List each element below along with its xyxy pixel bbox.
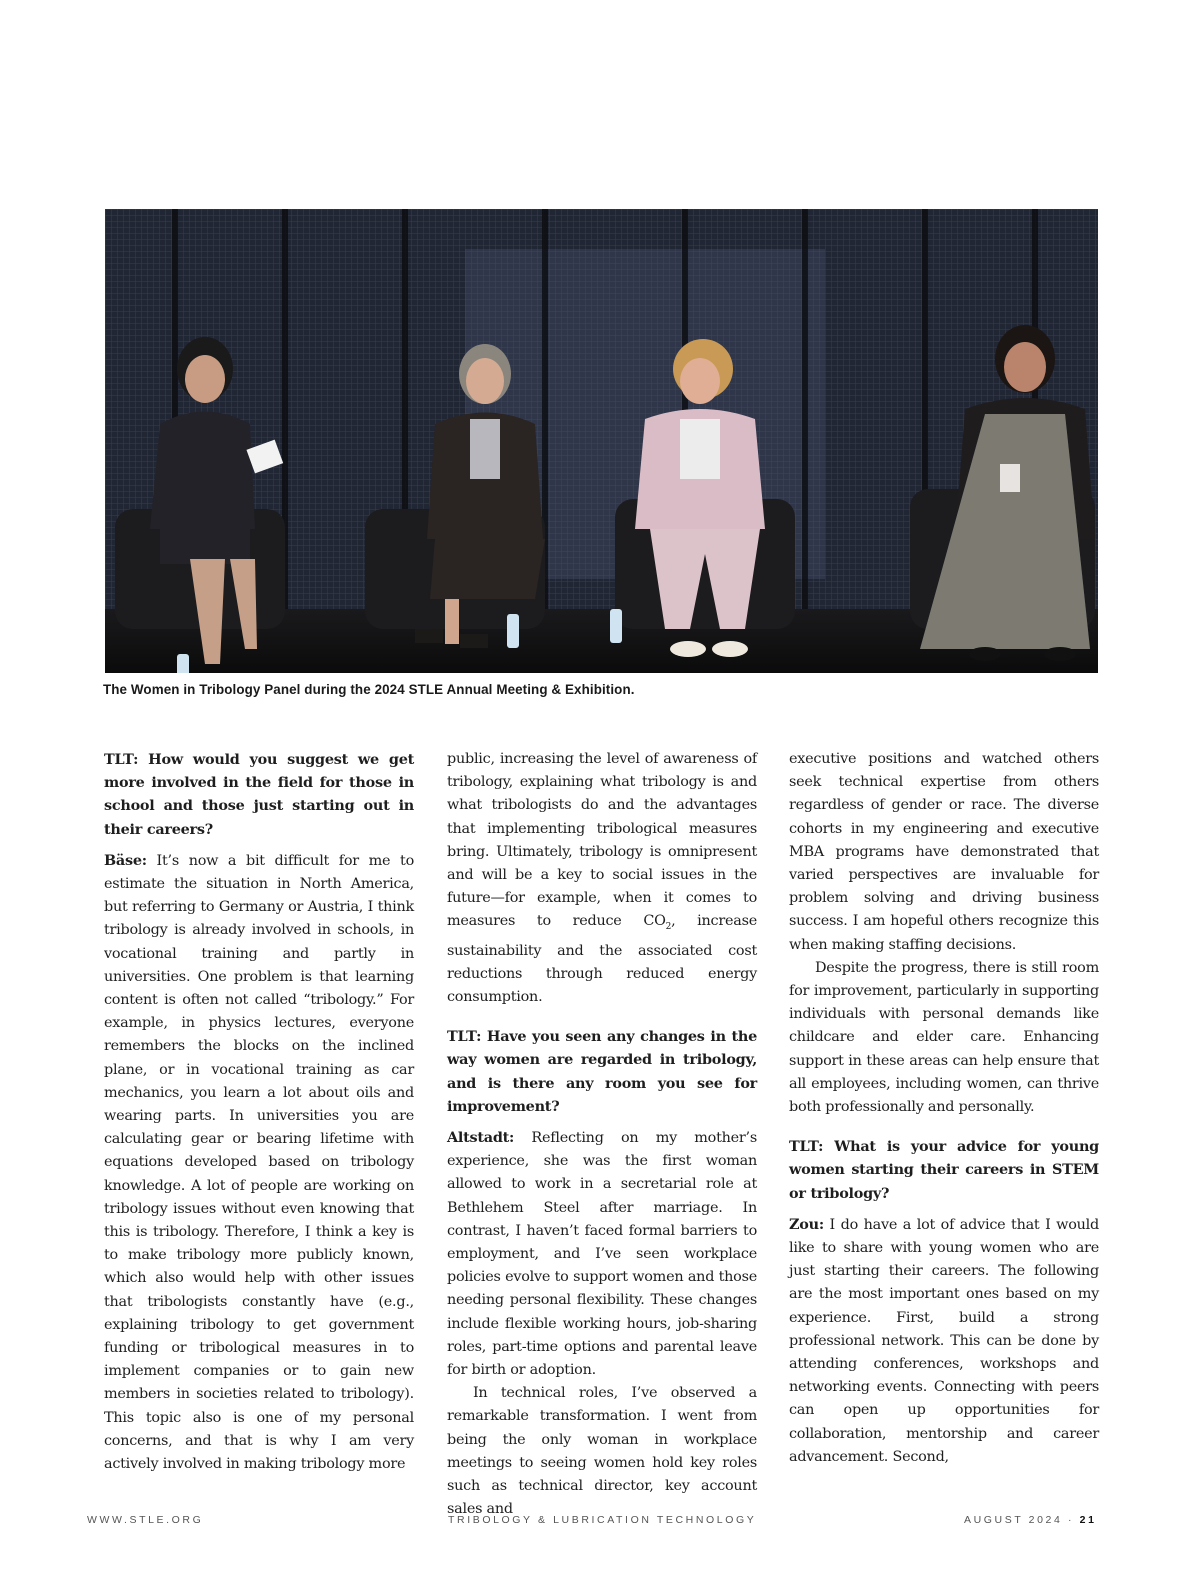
- answer-2-paragraph-3: Despite the progress, there is still room for improvement, particularly in supporting individuals with personal demands like childcare and elder care. Enhancing support in these areas can help ensure that all employees, including women, can thrive both professionally and personally.: [789, 959, 1099, 1116]
- footer-issue-date: AUGUST 2024: [964, 1514, 1063, 1526]
- article-column-1: [104, 748, 414, 1476]
- article-column-3: [789, 748, 1099, 1469]
- answer-text: public, increasing the level of awareness of tribology, explaining what tribology is and what tribologists do and the advantages that implementing tribological measures bring. Ultimately, tribology is omnipresent and will be a key to social issues in the future—for example, when it comes to measures to reduce CO: [447, 751, 757, 930]
- panel-photo: [105, 209, 1098, 673]
- answer-2-continued: executive positions and watched others seek technical expertise from others regardless of gender or race. The diverse cohorts in my engineering and executive MBA programs have demonstrated that varied perspectives are invaluable for problem solving and driving business success. I am hopeful others recognize this when making staffing decisions.: [789, 751, 1099, 953]
- subscript: 2: [665, 922, 672, 933]
- answer-3: [789, 1213, 1099, 1469]
- answer-1: [104, 849, 414, 1476]
- question-label: TLT:: [789, 1138, 824, 1156]
- answer-text: I do have a lot of advice that I would like to share with young women who are just starting their careers. The following are the most important ones based on my experience. First, build a strong professional network. This can be done by attending conferences, workshops and networking events. Connecting with peers can open up opportunities for collaboration, mentorship and career advancement. Second,: [789, 1216, 1099, 1465]
- answer-2: [447, 1126, 757, 1382]
- answer-text: It’s now a bit difficult for me to estimate the situation in North America, but referring to Germany or Austria, I think tribology is already involved in schools, in vocational training and partly in universities. One problem is that learning content is often not called “tribology.” For example, in physics lectures, everyone remembers the blocks on the inclined plane, or in vocational training as car mechanics, you learn a lot about oils and wearing parts. In universities you are calculating gear or bearing lifetime with equations developed based on tribology knowledge. A lot of people are working on tribology issues without even knowing that this is tribology. Therefore, I think a key is to make tribology more publicly known, which also would help with other issues that tribologists constantly have (e.g., explaining tribology to get government funding or tribological measures in to implement companies or to gain new members in societies related to tribology). This topic also is one of my personal concerns, and that is why I am very actively involved in making tribology more: [104, 852, 414, 1473]
- answer-text: Reflecting on my mother’s experience, she was the first woman allowed to work in a secretarial role at Bethlehem Steel after marriage. In contrast, I haven’t faced formal barriers to employment, and I’ve seen workplace policies evolve to support women and those needing personal flexibility. These changes include flexible working hours, job-sharing roles, part-time options and parental leave for birth or adoption.: [447, 1129, 757, 1378]
- speaker-name: Zou:: [789, 1215, 824, 1233]
- question-3: [789, 1135, 1099, 1205]
- question-text: How would you suggest we get more involved in the field for those in school and those just starting out in their careers?: [104, 751, 414, 838]
- speaker-name: Bäse:: [104, 851, 147, 869]
- question-2: [447, 1025, 757, 1118]
- article-column-2: [447, 748, 757, 1521]
- question-text: What is your advice for young women starting their careers in STEM or tribology?: [789, 1138, 1099, 1202]
- photo-caption: The Women in Tribology Panel during the 2024 STLE Annual Meeting & Exhibition.: [103, 682, 635, 697]
- footer-website: WWW.STLE.ORG: [87, 1514, 204, 1526]
- answer-1-continued: [447, 748, 757, 1009]
- footer-separator: ·: [1067, 1514, 1075, 1526]
- footer-publication: TRIBOLOGY & LUBRICATION TECHNOLOGY: [448, 1514, 757, 1526]
- question-label: TLT:: [447, 1028, 482, 1046]
- question-text: Have you seen any changes in the way women are regarded in tribology, and is there any room you see for improvement?: [447, 1028, 757, 1115]
- answer-text: , increase sustainability and the associated cost reductions through reduced energy consumption.: [447, 913, 757, 1005]
- footer-issue: [964, 1514, 1097, 1526]
- speaker-name: Altstadt:: [447, 1128, 515, 1146]
- question-label: TLT:: [104, 751, 139, 768]
- page-number: 21: [1079, 1514, 1097, 1526]
- question-1: [104, 748, 414, 841]
- answer-2-paragraph-2: In technical roles, I’ve observed a remarkable transformation. I went from being the only woman in workplace meetings to seeing women hold key roles such as technical director, key account sales and: [447, 1385, 757, 1518]
